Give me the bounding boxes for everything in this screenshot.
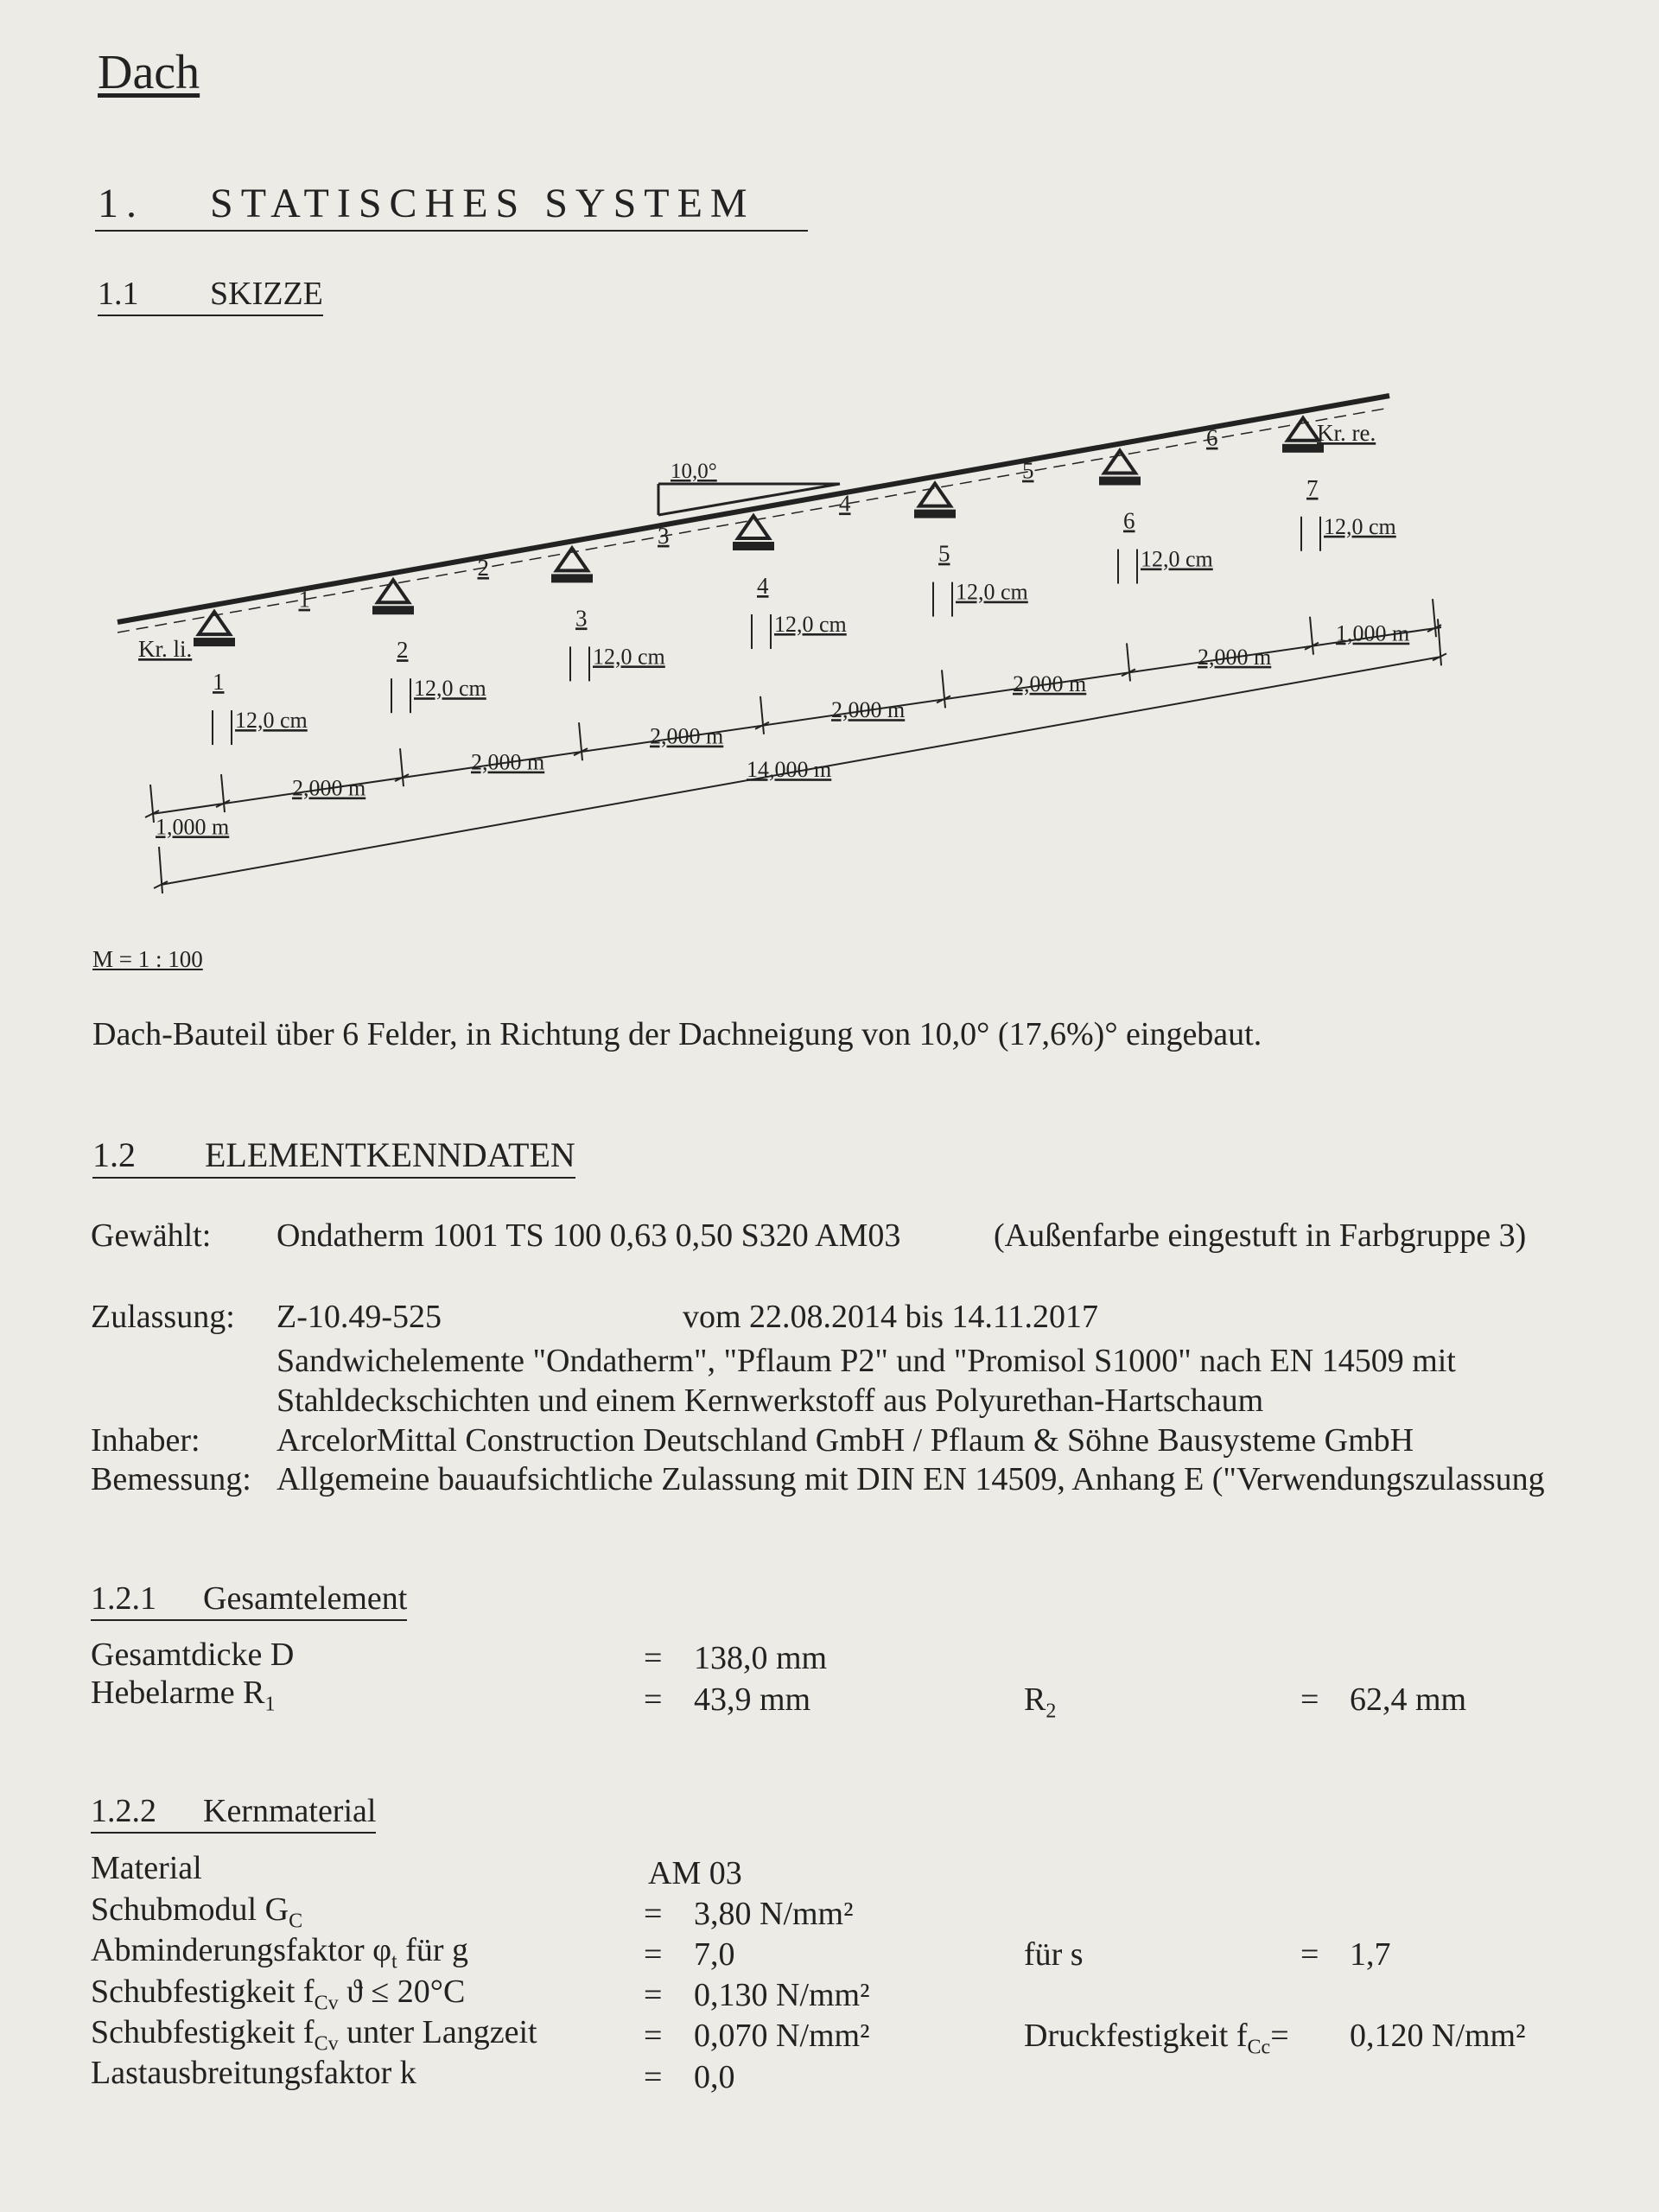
- dimension-tick: [159, 847, 162, 893]
- overhang-left-label: 1,000 m: [156, 814, 230, 840]
- section-1-1-heading: [98, 275, 323, 316]
- section-1-2-heading: [92, 1135, 575, 1179]
- dimension-tick: [760, 696, 764, 734]
- sketch-scale: M = 1 : 100: [92, 946, 203, 972]
- bemessung-label: Bemessung:: [91, 1461, 251, 1497]
- span-length-label: 2,000 m: [831, 697, 906, 723]
- dimension-tick: [579, 722, 582, 760]
- section-1-1-title: SKIZZE: [210, 276, 323, 312]
- equals-sign: =: [644, 1640, 663, 1676]
- dimension-tick: [400, 748, 404, 786]
- page-title: Dach: [98, 46, 200, 99]
- dimension-tick: [150, 785, 154, 823]
- dimension-tick: [221, 774, 225, 812]
- r2-value: 62,4 mm: [1350, 1681, 1467, 1718]
- dimension-tick: [942, 670, 945, 708]
- span-length-label: 2,000 m: [292, 775, 366, 801]
- hebelarme-value: 43,9 mm: [694, 1681, 811, 1718]
- dimension-tick: [1433, 599, 1436, 637]
- support-triangle: [919, 484, 950, 506]
- equals-sign: =: [644, 1896, 663, 1932]
- druckfestigkeit-label: Druckfestigkeit $f_{Cc}=$: [1024, 2018, 1289, 2059]
- inhaber-value: ArcelorMittal Construction Deutschland GmbH / Pflaum & Söhne Bausysteme GmbH: [276, 1422, 1414, 1459]
- section-1-title: STATISCHES SYSTEM: [210, 181, 755, 226]
- r2-label: $R_2$: [1024, 1681, 1057, 1723]
- angle-label: 10,0°: [671, 460, 717, 483]
- inhaber-label: Inhaber:: [91, 1422, 200, 1459]
- section-1-2-2-title: Kernmaterial: [203, 1793, 377, 1829]
- section-1-1-number: 1.1: [98, 276, 139, 312]
- section-1-number: 1.: [98, 181, 144, 226]
- equals-sign: =: [644, 1681, 663, 1718]
- schubfestigkeit-langzeit-value: 0,070 N/mm²: [694, 2018, 870, 2054]
- material-value: AM 03: [648, 1855, 742, 1891]
- support-number-label: 6: [1123, 507, 1135, 534]
- equals-sign: =: [1300, 1936, 1319, 1973]
- hebelarme-label: Hebelarme $R_1$: [91, 1675, 276, 1716]
- support-width-label: 12,0 cm: [774, 612, 847, 637]
- zulassung-line-3: Stahldeckschichten und einem Kernwerkstoff aus Polyurethan-Hartschaum: [276, 1382, 1264, 1419]
- support-triangle: [1287, 418, 1319, 441]
- druckfestigkeit-value: 0,120 N/mm²: [1350, 2018, 1526, 2054]
- support-bar: [1099, 477, 1141, 486]
- support-bar: [914, 510, 956, 518]
- left-edge-label: Kr. li.: [138, 636, 193, 662]
- equals-sign: =: [1300, 1681, 1319, 1718]
- support-width-label: 12,0 cm: [1324, 513, 1396, 539]
- span-length-label: 2,000 m: [1198, 644, 1272, 670]
- schubmodul-value: 3,80 N/mm²: [694, 1896, 854, 1932]
- section-1-2-1-heading: [91, 1580, 407, 1621]
- support-triangle: [556, 548, 588, 570]
- dimension-tick: [1310, 617, 1313, 655]
- section-1-2-2-heading: [91, 1792, 376, 1834]
- lastausbreitung-value: 0,0: [694, 2059, 735, 2095]
- section-1-2-title: ELEMENTKENNDATEN: [205, 1135, 575, 1174]
- zulassung-label: Zulassung:: [91, 1299, 235, 1335]
- zulassung-dates: vom 22.08.2014 bis 14.11.2017: [683, 1299, 1098, 1335]
- section-1-2-1-title: Gesamtelement: [203, 1580, 408, 1617]
- gewaehlt-note: (Außenfarbe eingestuft in Farbgruppe 3): [994, 1217, 1527, 1254]
- support-width-label: 12,0 cm: [414, 676, 486, 702]
- span-length-label: 2,000 m: [1013, 671, 1087, 696]
- field-number-label: 3: [658, 522, 670, 549]
- gesamtdicke-value: 138,0 mm: [694, 1640, 828, 1676]
- equals-sign: =: [644, 2018, 663, 2054]
- section-1-heading: [98, 180, 755, 227]
- static-system-sketch: [86, 363, 1469, 899]
- fuer-s-label: für s: [1024, 1936, 1084, 1973]
- sketch-description: Dach-Bauteil über 6 Felder, in Richtung der Dachneigung von 10,0° (17,6%)° eingebaut.: [92, 1016, 1262, 1052]
- support-width-label: 12,0 cm: [956, 579, 1028, 605]
- support-number-label: 3: [575, 605, 588, 632]
- field-number-label: 6: [1206, 424, 1218, 451]
- abminderung-value: 7,0: [694, 1936, 735, 1973]
- gewaehlt-value: Ondatherm 1001 TS 100 0,63 0,50 S320 AM03: [276, 1217, 901, 1254]
- overhang-right-label: 1,000 m: [1336, 620, 1410, 646]
- equals-sign: =: [644, 2059, 663, 2095]
- section-1-2-number: 1.2: [92, 1135, 136, 1174]
- support-bar: [194, 638, 235, 646]
- support-bar: [372, 606, 414, 614]
- support-number-label: 4: [757, 573, 769, 599]
- dimension-tick: [1127, 643, 1130, 681]
- support-number-label: 1: [213, 669, 225, 696]
- support-number-label: 5: [938, 540, 950, 567]
- right-edge-label: Kr. re.: [1317, 420, 1376, 446]
- material-label: Material: [91, 1850, 202, 1886]
- support-width-label: 12,0 cm: [1141, 546, 1213, 572]
- zulassung-line-2: Sandwichelemente "Ondatherm", "Pflaum P2" und "Promisol S1000" nach EN 14509 mit: [276, 1343, 1456, 1379]
- gewaehlt-label: Gewählt:: [91, 1217, 212, 1254]
- schubmodul-label: Schubmodul $G_C$: [91, 1891, 303, 1933]
- span-length-label: 2,000 m: [471, 749, 545, 775]
- zulassung-number: Z-10.49-525: [276, 1299, 442, 1335]
- support-triangle: [738, 516, 769, 538]
- schubfestigkeit-langzeit-label: Schubfestigkeit $f_{Cv}$ unter Langzeit: [91, 2014, 537, 2056]
- support-bar: [733, 542, 774, 550]
- support-number-label: 7: [1306, 474, 1319, 501]
- schubfestigkeit-value: 0,130 N/mm²: [694, 1977, 870, 2013]
- abminderung-label: Abminderungsfaktor $\varphi_t$ für g: [91, 1932, 469, 1974]
- field-number-label: 1: [298, 586, 310, 613]
- span-length-label: 2,000 m: [650, 723, 724, 749]
- schubfestigkeit-label: Schubfestigkeit $f_{Cv}$ ϑ ≤ 20°C: [91, 1974, 466, 2015]
- support-width-label: 12,0 cm: [593, 644, 665, 670]
- field-number-label: 4: [839, 490, 851, 517]
- lastausbreitung-label: Lastausbreitungsfaktor k: [91, 2055, 416, 2091]
- section-1-2-2-number: 1.2.2: [91, 1793, 156, 1829]
- support-triangle: [378, 580, 409, 602]
- support-width-label: 12,0 cm: [235, 708, 308, 734]
- fuer-s-value: 1,7: [1350, 1936, 1391, 1973]
- equals-sign: =: [644, 1977, 663, 2013]
- support-number-label: 2: [397, 637, 409, 664]
- equals-sign: =: [644, 1936, 663, 1973]
- support-bar: [551, 574, 593, 582]
- section-1-2-1-number: 1.2.1: [91, 1580, 156, 1617]
- section-1-underline: [95, 230, 808, 232]
- field-number-label: 2: [477, 554, 489, 581]
- bemessung-value: Allgemeine bauaufsichtliche Zulassung mit DIN EN 14509, Anhang E ("Verwendungszulassung: [276, 1461, 1545, 1497]
- field-number-label: 5: [1022, 457, 1034, 484]
- gesamtdicke-label: Gesamtdicke D: [91, 1637, 295, 1673]
- total-length-label: 14,000 m: [747, 757, 832, 783]
